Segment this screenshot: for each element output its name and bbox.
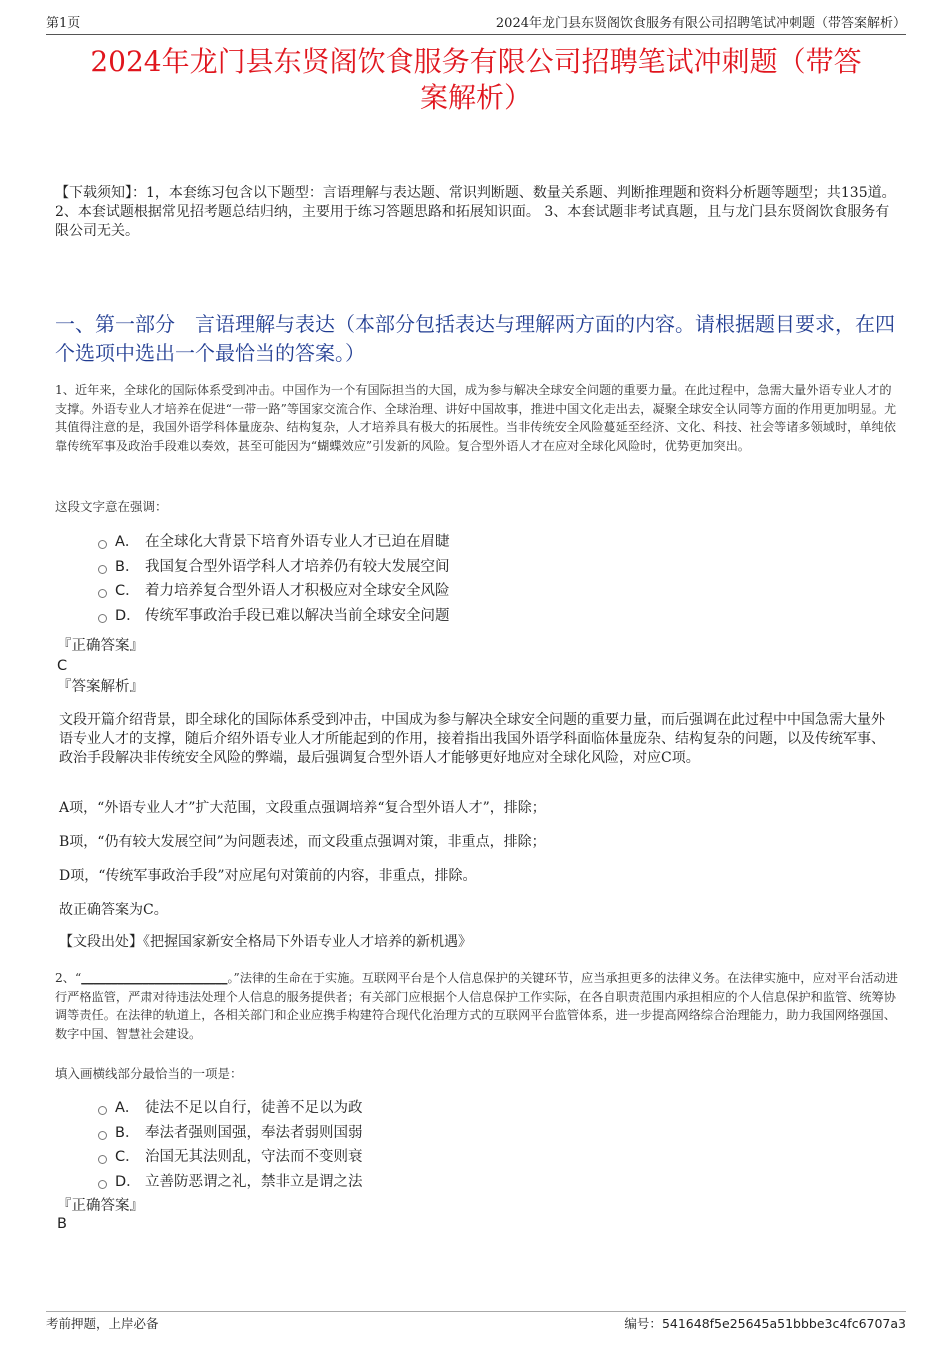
option-d[interactable] bbox=[95, 604, 795, 629]
stem-text: 。”法律的生命在于实施。互联网平台是个人信息保护的关键环节，应当承担更多的法律义务。在法律实施中，应对平台活动进行严格监管，严肃对待违法处理个人信息的服务提供者；有关部门应根据个人信息保护工作实际，在各自职责范围内承担相应的个人信息保护和监管、统筹协调等责任。在法律的轨道上，各相关部门和企业应携手构建符合现代化治理方式的互联网平台监管体系，进一步提高网络综合治理能力，助力我国网络强国、数字中国、智慧社会建设。 bbox=[55, 971, 898, 1041]
title-line-1: 2024年龙门县东贤阁饮食服务有限公司招聘笔试冲刺题（带答 bbox=[90, 45, 862, 78]
option-letter: D． bbox=[115, 607, 141, 624]
option-letter: C． bbox=[115, 1149, 140, 1165]
option-letter: C． bbox=[115, 583, 140, 599]
question-1-options bbox=[95, 530, 795, 628]
option-c[interactable] bbox=[95, 1145, 795, 1170]
option-text: 传统军事政治手段已难以解决当前全球安全问题 bbox=[145, 607, 450, 624]
radio-icon[interactable] bbox=[98, 1180, 107, 1189]
question-1-stem: 1、近年来，全球化的国际体系受到冲击。中国作为一个有国际担当的大国，成为参与解决全球安全问题的重要力量。在此过程中，急需大量外语专业人才的支撑。外语专业人才培养在促进“一带一路”等国家交流合作、全球治理、讲好中国故事，推进中国文化走出去，凝聚全球安全认同等方面的作用更加明显。尤其值得注意的是，我国外语学科体量庞杂、结构复杂，人才培养具有极大的拓展性。当非传统安全风险蔓延至经济、文化、科技、社会等诸多领域时，单纯依靠传统军事及政治手段难以奏效，甚至可能因为“蝴蝶效应”引发新的风险。复合型外语人才在应对全球化风险时，优势更加突出。 bbox=[55, 383, 897, 453]
page-footer bbox=[46, 1311, 906, 1334]
option-letter: B． bbox=[115, 1124, 140, 1141]
code-label: 编号： bbox=[624, 1316, 662, 1331]
option-a[interactable] bbox=[95, 530, 795, 555]
analysis-label: 『答案解析』 bbox=[57, 679, 144, 695]
page-number: 第1页 bbox=[46, 16, 81, 31]
radio-icon[interactable] bbox=[98, 540, 107, 549]
section-heading: 一、第一部分 言语理解与表达（本部分包括表达与理解两方面的内容。请根据题目要求，在四个选项中选出一个最恰当的答案。） bbox=[55, 312, 895, 365]
analysis-note-d: D项，“传统军事政治手段”对应尾句对策前的内容，非重点，排除。 bbox=[59, 868, 477, 884]
analysis-text: 文段开篇介绍背景，即全球化的国际体系受到冲击，中国成为参与解决全球安全问题的重要力量，而后强调在此过程中中国急需大量外语专业人才的支撑，随后介绍外语专业人才所能起到的作用，接着指出我国外语学科面临体量庞杂、结构复杂的问题，以及传统军事、政治手段解决非传统安全风险的弊端，最后强调复合型外语人才能够更好地应对全球化风险，对应C项。 bbox=[59, 712, 885, 766]
option-letter: A． bbox=[115, 534, 140, 550]
option-text: 在全球化大背景下培育外语专业人才已迫在眉睫 bbox=[145, 534, 450, 550]
option-b[interactable] bbox=[95, 1121, 795, 1146]
analysis-conclusion: 故正确答案为C。 bbox=[59, 902, 168, 918]
fill-blank: ________________________ bbox=[81, 971, 228, 985]
footer-code bbox=[624, 1314, 906, 1334]
answer-label: 『正确答案』 bbox=[57, 638, 144, 654]
option-letter: D． bbox=[115, 1173, 141, 1190]
radio-icon[interactable] bbox=[98, 1155, 107, 1164]
radio-icon[interactable] bbox=[98, 614, 107, 623]
title-line-2: 案解析） bbox=[419, 81, 532, 114]
option-letter: B． bbox=[115, 558, 140, 575]
radio-icon[interactable] bbox=[98, 1106, 107, 1115]
document-title bbox=[46, 44, 906, 116]
option-text: 我国复合型外语学科人才培养仍有较大发展空间 bbox=[145, 558, 450, 575]
option-c[interactable] bbox=[95, 579, 795, 604]
question-2-prompt: 填入画横线部分最恰当的一项是： bbox=[55, 1066, 243, 1081]
question-2-stem bbox=[55, 969, 903, 1043]
option-letter: A． bbox=[115, 1100, 140, 1116]
option-text: 着力培养复合型外语人才积极应对全球安全风险 bbox=[145, 583, 450, 599]
radio-icon[interactable] bbox=[98, 589, 107, 598]
code-value: 541648f5e25645a51bbbe3c4fc6707a3 bbox=[661, 1316, 906, 1331]
question-2-options bbox=[95, 1096, 795, 1194]
option-b[interactable] bbox=[95, 555, 795, 580]
option-text: 治国无其法则乱，守法而不变则衰 bbox=[145, 1149, 363, 1165]
analysis-note-b: B项，“仍有较大发展空间”为问题表述，而文段重点强调对策，非重点，排除； bbox=[59, 834, 546, 850]
option-text: 徒法不足以自行，徒善不足以为政 bbox=[145, 1100, 363, 1116]
radio-icon[interactable] bbox=[98, 1131, 107, 1140]
radio-icon[interactable] bbox=[98, 565, 107, 574]
header-doc-title: 2024年龙门县东贤阁饮食服务有限公司招聘笔试冲刺题（带答案解析） bbox=[495, 16, 906, 31]
option-d[interactable] bbox=[95, 1170, 795, 1195]
answer-value: B bbox=[57, 1216, 67, 1232]
option-text: 奉法者强则国强，奉法者弱则国弱 bbox=[145, 1124, 363, 1141]
option-text: 立善防恶谓之礼，禁非立是谓之法 bbox=[145, 1173, 363, 1190]
footer-slogan: 考前押题，上岸必备 bbox=[46, 1316, 159, 1331]
analysis-note-a: A项，“外语专业人才”扩大范围，文段重点强调培养“复合型外语人才”，排除； bbox=[59, 800, 546, 816]
passage-source: 【文段出处】《把握国家新安全格局下外语专业人才培养的新机遇》 bbox=[59, 934, 472, 950]
stem-prefix: 2、“ bbox=[55, 971, 82, 985]
option-a[interactable] bbox=[95, 1096, 795, 1121]
answer-label: 『正确答案』 bbox=[57, 1198, 144, 1214]
answer-value: C bbox=[57, 658, 68, 674]
question-1-prompt: 这段文字意在强调： bbox=[55, 499, 168, 514]
page-header bbox=[46, 14, 906, 35]
download-notice: 【下载须知】：1，本套练习包含以下题型：言语理解与表达题、常识判断题、数量关系题、判断推理题和资料分析题等题型；共135道。 2、本套试题根据常见招考题总结归纳，主要用于练习答题思路和拓展知识面。 3、本套试题非考试真题，且与龙门县东贤阁饮食服务有限公司无关。 bbox=[55, 185, 896, 239]
